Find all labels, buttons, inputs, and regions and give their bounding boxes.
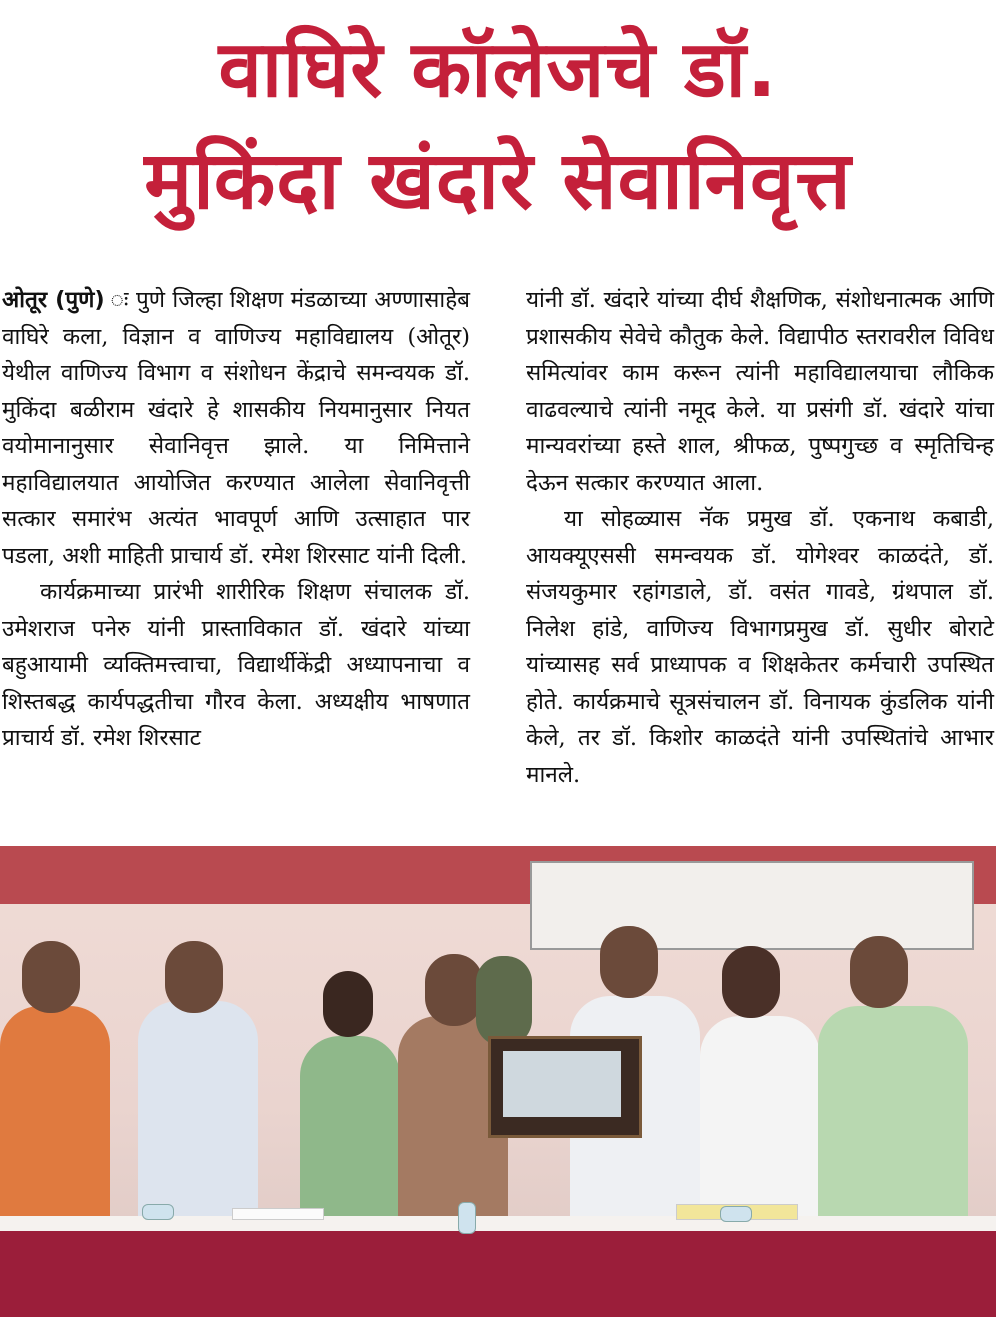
dateline: ओतूर (पुणे) xyxy=(2,287,105,313)
memento-picture xyxy=(503,1051,621,1117)
person-4-head xyxy=(425,954,483,1026)
article-paragraph: यांनी डॉ. खंदारे यांच्या दीर्घ शैक्षणिक, संशोधनात्मक आणि प्रशासकीय सेवेचे कौतुक केले. विद्यापीठ स्तरावरील विविध समित्यांवर काम करून त्यांनी महाविद्यालयाचा लौकिक वाढवल्याचे त्यांनी नमूद केले. या प्रसंगी डॉ. खंदारे यांचा मान्यवरांच्या हस्ते शाल, श्रीफळ, पुष्पगुच्छ व स्मृतिचिन्ह देऊन सत्कार करण्यात आला. xyxy=(526,287,994,496)
water-bottle xyxy=(458,1202,476,1234)
person-5-head xyxy=(600,926,658,998)
article-paragraph: या सोहळ्यास नॅक प्रमुख डॉ. एकनाथ कबाडी, आयक्यूएससी समन्वयक डॉ. योगेश्वर काळदंते, डॉ. संजयकुमार रहांगडाले, डॉ. वसंत गावडे, ग्रंथपाल डॉ. निलेश हांडे, वाणिज्य विभागप्रमुख डॉ. सुधीर बोराटे यांच्यासह सर्व प्राध्यापक व शिक्षकेतर कर्मचारी उपस्थित होते. कार्यक्रमाचे सूत्रसंचालन डॉ. विनायक कुंडलिक यांनी केले, तर डॉ. किशोर काळदंते यांनी उपस्थितांचे आभार मानले. xyxy=(526,506,994,788)
person-7-head xyxy=(850,936,908,1008)
water-bottle xyxy=(142,1204,174,1220)
projector-screen xyxy=(530,861,974,950)
person-6-head xyxy=(722,946,780,1018)
water-bottle xyxy=(720,1206,752,1222)
person-3-head xyxy=(323,971,373,1037)
person-1-head xyxy=(22,941,80,1013)
memento-frame xyxy=(488,1036,642,1138)
headline-line-1: वाघिरे कॉलेजचे डॉ. xyxy=(218,25,778,115)
article-column-left xyxy=(2,282,470,757)
headline xyxy=(0,18,996,240)
person-2-head xyxy=(165,941,223,1013)
event-photo xyxy=(0,846,996,1317)
table-paper xyxy=(232,1208,324,1220)
article-paragraph xyxy=(2,282,470,574)
bouquet xyxy=(476,956,532,1046)
headline-line-2: मुकिंदा खंदारे सेवानिवृत्त xyxy=(144,134,852,227)
person-1 xyxy=(0,1006,110,1246)
article-column-right xyxy=(526,282,994,793)
paragraph-text: ः पुणे जिल्हा शिक्षण मंडळाच्या अण्णासाहेब वाघिरे कला, विज्ञान व वाणिज्य महाविद्यालय (ओतूर) येथील वाणिज्य विभाग व संशोधन केंद्राचे समन्वयक डॉ. मुकिंदा बळीराम खंदारे हे शासकीय नियमानुसार नियत वयोमानानुसार सेवानिवृत्त झाले. या निमित्ताने महाविद्यालयात आयोजित करण्यात आलेला सेवानिवृत्ती सत्कार समारंभ अत्यंत भावपूर्ण आणि उत्साहात पार पडला, अशी माहिती प्राचार्य डॉ. रमेश शिरसाट यांनी दिली. xyxy=(2,287,470,569)
article-paragraph: कार्यक्रमाच्या प्रारंभी शारीरिक शिक्षण संचालक डॉ. उमेशराज पनेरु यांनी प्रास्ताविकात डॉ. खंदारे यांच्या बहुआयामी व्यक्तिमत्त्वाचा, विद्यार्थीकेंद्री अध्यापनाचा व शिस्तबद्ध कार्यपद्धतीचा गौरव केला. अध्यक्षीय भाषणात प्राचार्य डॉ. रमेश शिरसाट xyxy=(2,579,470,751)
table-cloth xyxy=(0,1231,996,1317)
